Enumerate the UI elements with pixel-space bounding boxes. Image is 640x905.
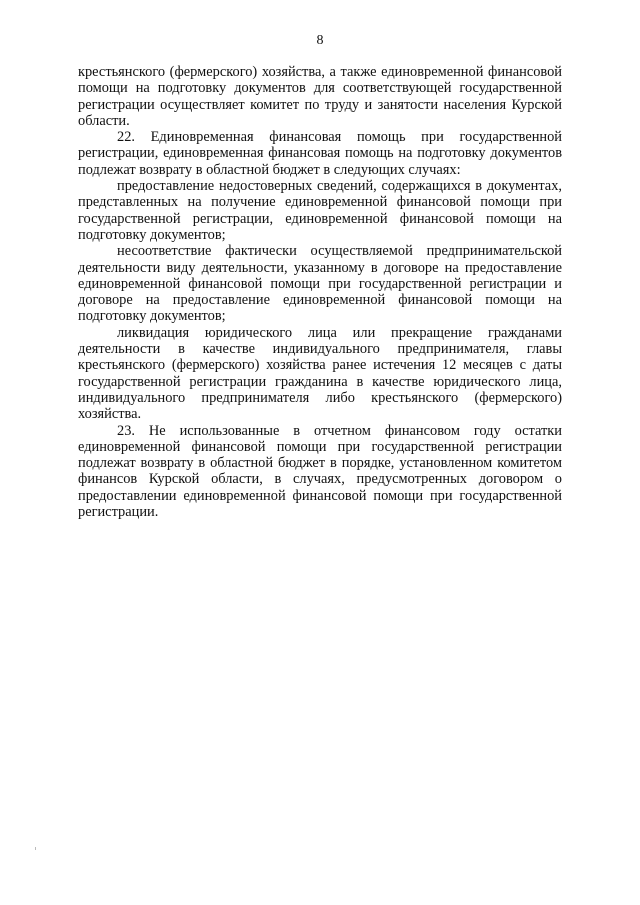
paragraph-clause-22: 22. Единовременная финансовая помощь при государственной регистрации, единовременная финансовая помощь на подготовку документов подлежат возврату в областной бюджет в следующих случаях:	[78, 129, 562, 178]
document-body	[78, 64, 562, 520]
paragraph-clause-23: 23. Не использованные в отчетном финансовом году остатки единовременной финансовой помощи при государственной регистрации подлежат возврату в областной бюджет в порядке, установленном комитетом финансов Курской области, в случаях, предусмотренных договором о предоставлении единовременной финансовой помощи при государственной регистрации.	[78, 422, 562, 521]
paragraph-continuation: крестьянского (фермерского) хозяйства, а также единовременной финансовой помощи на подготовку документов для соответствующей государственной регистрации осуществляет комитет по труду и занятости населения Курской области.	[78, 64, 562, 129]
scan-margin-mark	[35, 847, 36, 850]
page-number: 8	[316, 33, 324, 48]
paragraph-case-liquidation: ликвидация юридического лица или прекращение гражданами деятельности в качестве индивидуального предпринимателя, главы крестьянского (фермерского) хозяйства ранее истечения 12 месяцев с даты государственной регистрации гражданина в качестве юридического лица, индивидуального предпринимателя либо крестьянского (фермерского) хозяйства.	[78, 324, 562, 423]
paragraph-case-activity-mismatch: несоответствие фактически осуществляемой предпринимательской деятельности виду деятельности, указанному в договоре на предоставление единовременной финансовой помощи при государственной регистрации и договоре на предоставление единовременной финансовой помощи на подготовку документов;	[78, 243, 562, 325]
paragraph-case-false-information: предоставление недостоверных сведений, содержащихся в документах, представленных на получение единовременной финансовой помощи при государственной регистрации, единовременной финансовой помощи на подготовку документов;	[78, 178, 562, 243]
